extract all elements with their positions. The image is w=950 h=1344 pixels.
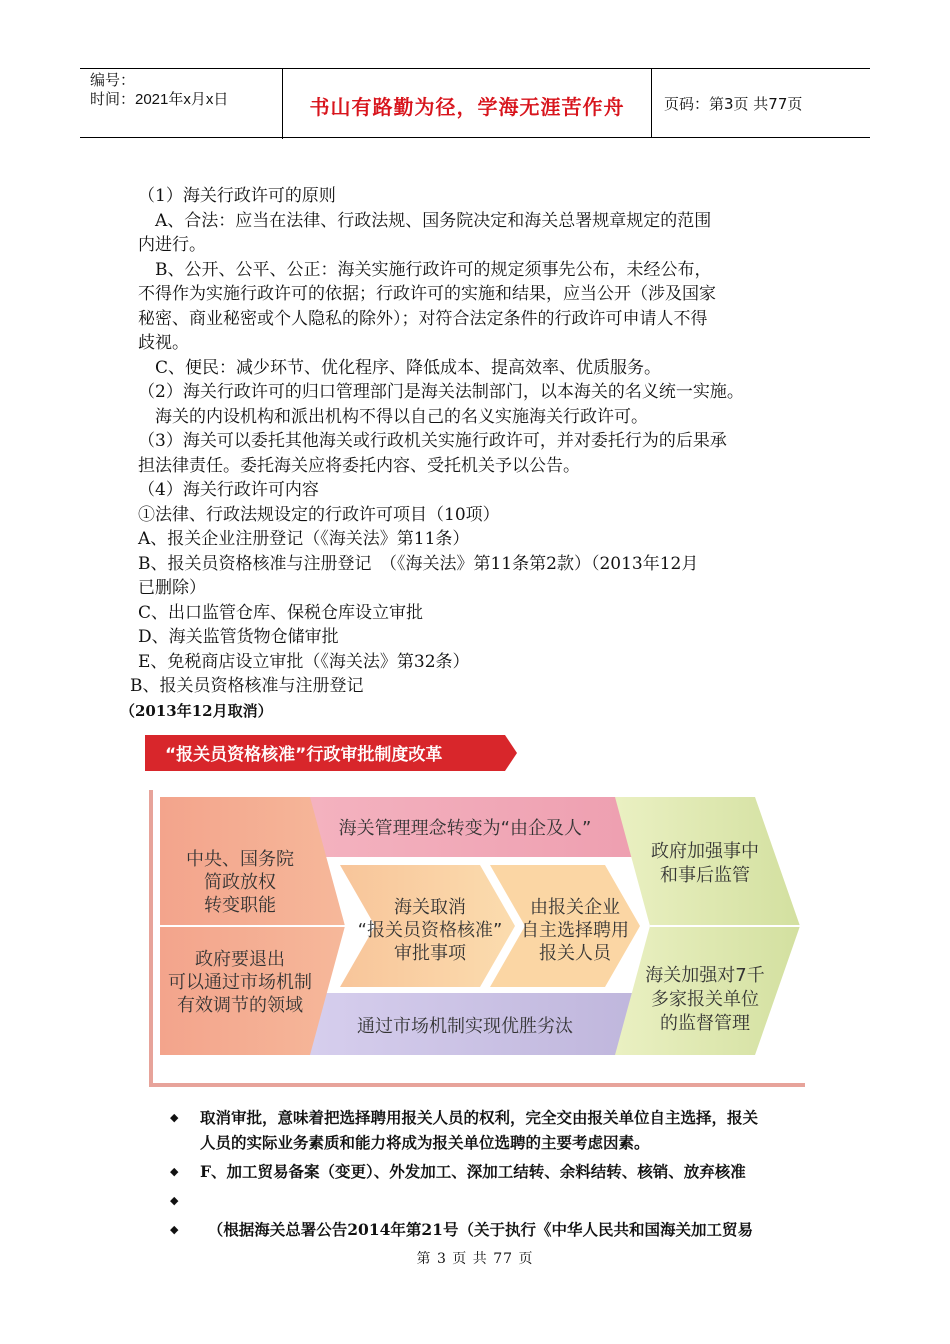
reform-diagram [145, 735, 810, 1090]
middle-line: 海关取消 [394, 897, 466, 918]
banner-title: “报关员资格核准”行政审批制度改革 [165, 745, 443, 765]
middle-right-line: 由报关企业 [530, 897, 620, 918]
body-line: （1）海关行政许可的原则 [138, 186, 336, 206]
left-top-line: 中央、国务院 [186, 849, 294, 870]
bullet-item: ◆ 取消审批，意味着把选择聘用报关人员的权利，完全交由报关单位自主选择，报关 人员的实际业务素质和能力将成为报关单位选聘的主要考虑因素。 [170, 1105, 820, 1155]
cancellation-note: （2013年12月取消） [120, 701, 273, 720]
middle-line: “报关员资格核准” [357, 920, 503, 941]
middle-right-line: 自主选择聘用 [521, 920, 629, 941]
body-line: 内进行。 [138, 235, 206, 255]
band-bottom-text: 通过市场机制实现优胜劣汰 [357, 1016, 573, 1037]
middle-line: 审批事项 [394, 943, 466, 964]
bullet-item: ◆ F、加工贸易备案（变更）、外发加工、深加工结转、余料结转、核销、放弃核准 [170, 1159, 820, 1184]
body-line: A、报关企业注册登记（《海关法》第11条） [138, 529, 470, 549]
body-line: B、公开、公平、公正：海关实施行政许可的规定须事先公布，未经公布， [138, 259, 712, 280]
header-page-cell [652, 69, 870, 137]
band-top-text: 海关管理理念转变为“由企及人” [338, 818, 592, 839]
body-text [120, 184, 818, 723]
body-line: E、免税商店设立审批（《海关法》第32条） [138, 651, 470, 672]
document-time-label: 时间：2021年x月x日 [90, 91, 229, 108]
header-page-info: 页码：第3页 共77页 [664, 95, 803, 113]
right-bottom-line: 的监督管理 [660, 1013, 750, 1034]
diamond-bullet-icon: ◆ [170, 1111, 179, 1124]
left-top-line: 转变职能 [204, 895, 276, 916]
left-bottom-line: 可以通过市场机制 [168, 972, 312, 993]
body-line: A、合法：应当在法律、行政法规、国务院决定和海关总署规章规定的范围 [138, 210, 712, 231]
diamond-bullet-icon: ◆ [170, 1223, 179, 1236]
body-line: （4）海关行政许可内容 [138, 480, 319, 500]
body-line: （3）海关可以委托其他海关或行政机关实施行政许可，并对委托行为的后果承 [138, 431, 727, 451]
body-line: B、报关员资格核准与注册登记 （《海关法》第11条第2款）（2013年12月 [138, 553, 699, 574]
header-meta-cell [80, 69, 283, 139]
right-top-line: 政府加强事中 [651, 841, 759, 862]
body-line: B、报关员资格核准与注册登记 [130, 676, 364, 696]
body-line: C、出口监管仓库、保税仓库设立审批 [138, 602, 424, 623]
document-number-label: 编号： [90, 72, 136, 89]
right-bottom-line: 海关加强对7千 [645, 965, 765, 986]
diamond-bullet-icon: ◆ [170, 1165, 179, 1178]
body-line: C、便民：减少环节、优化程序、降低成本、提高效率、优质服务。 [138, 357, 662, 378]
body-line: 不得作为实施行政许可的依据；行政许可的实施和结果，应当公开（涉及国家 [138, 284, 716, 304]
left-bottom-line: 有效调节的领域 [177, 995, 303, 1016]
body-line: 担法律责任。委托海关应将委托内容、受托机关予以公告。 [138, 455, 580, 476]
header-motto-cell [283, 69, 652, 137]
bullet-item [170, 1188, 820, 1213]
body-line: 海关的内设机构和派出机构不得以自己的名义实施海关行政许可。 [138, 406, 648, 427]
page-header [80, 68, 870, 138]
body-line: D、海关监管货物仓储审批 [138, 627, 339, 647]
header-motto: 书山有路勤为径，学海无涯苦作舟 [309, 95, 625, 119]
right-top-line: 和事后监管 [660, 865, 750, 886]
body-line: 歧视。 [138, 333, 189, 353]
body-line: 秘密、商业秘密或个人隐私的除外）；对符合法定条件的行政许可申请人不得 [138, 308, 708, 329]
bullet-list [170, 1105, 820, 1242]
left-top-line: 简政放权 [204, 872, 276, 893]
diamond-bullet-icon: ◆ [170, 1194, 179, 1207]
page-footer: 第 3 页 共 77 页 [416, 1251, 534, 1267]
left-bottom-line: 政府要退出 [195, 949, 285, 970]
middle-right-line: 报关人员 [539, 943, 611, 964]
body-line: （2）海关行政许可的归口管理部门是海关法制部门，以本海关的名义统一实施。 [138, 382, 744, 402]
body-line: 已删除） [138, 578, 206, 598]
bullet-item: ◆ （根据海关总署公告2014年第21号（关于执行《中华人民共和国海关加工贸易 [170, 1217, 820, 1242]
body-line: ①法律、行政法规设定的行政许可项目（10项） [138, 504, 500, 525]
right-bottom-line: 多家报关单位 [651, 989, 759, 1010]
